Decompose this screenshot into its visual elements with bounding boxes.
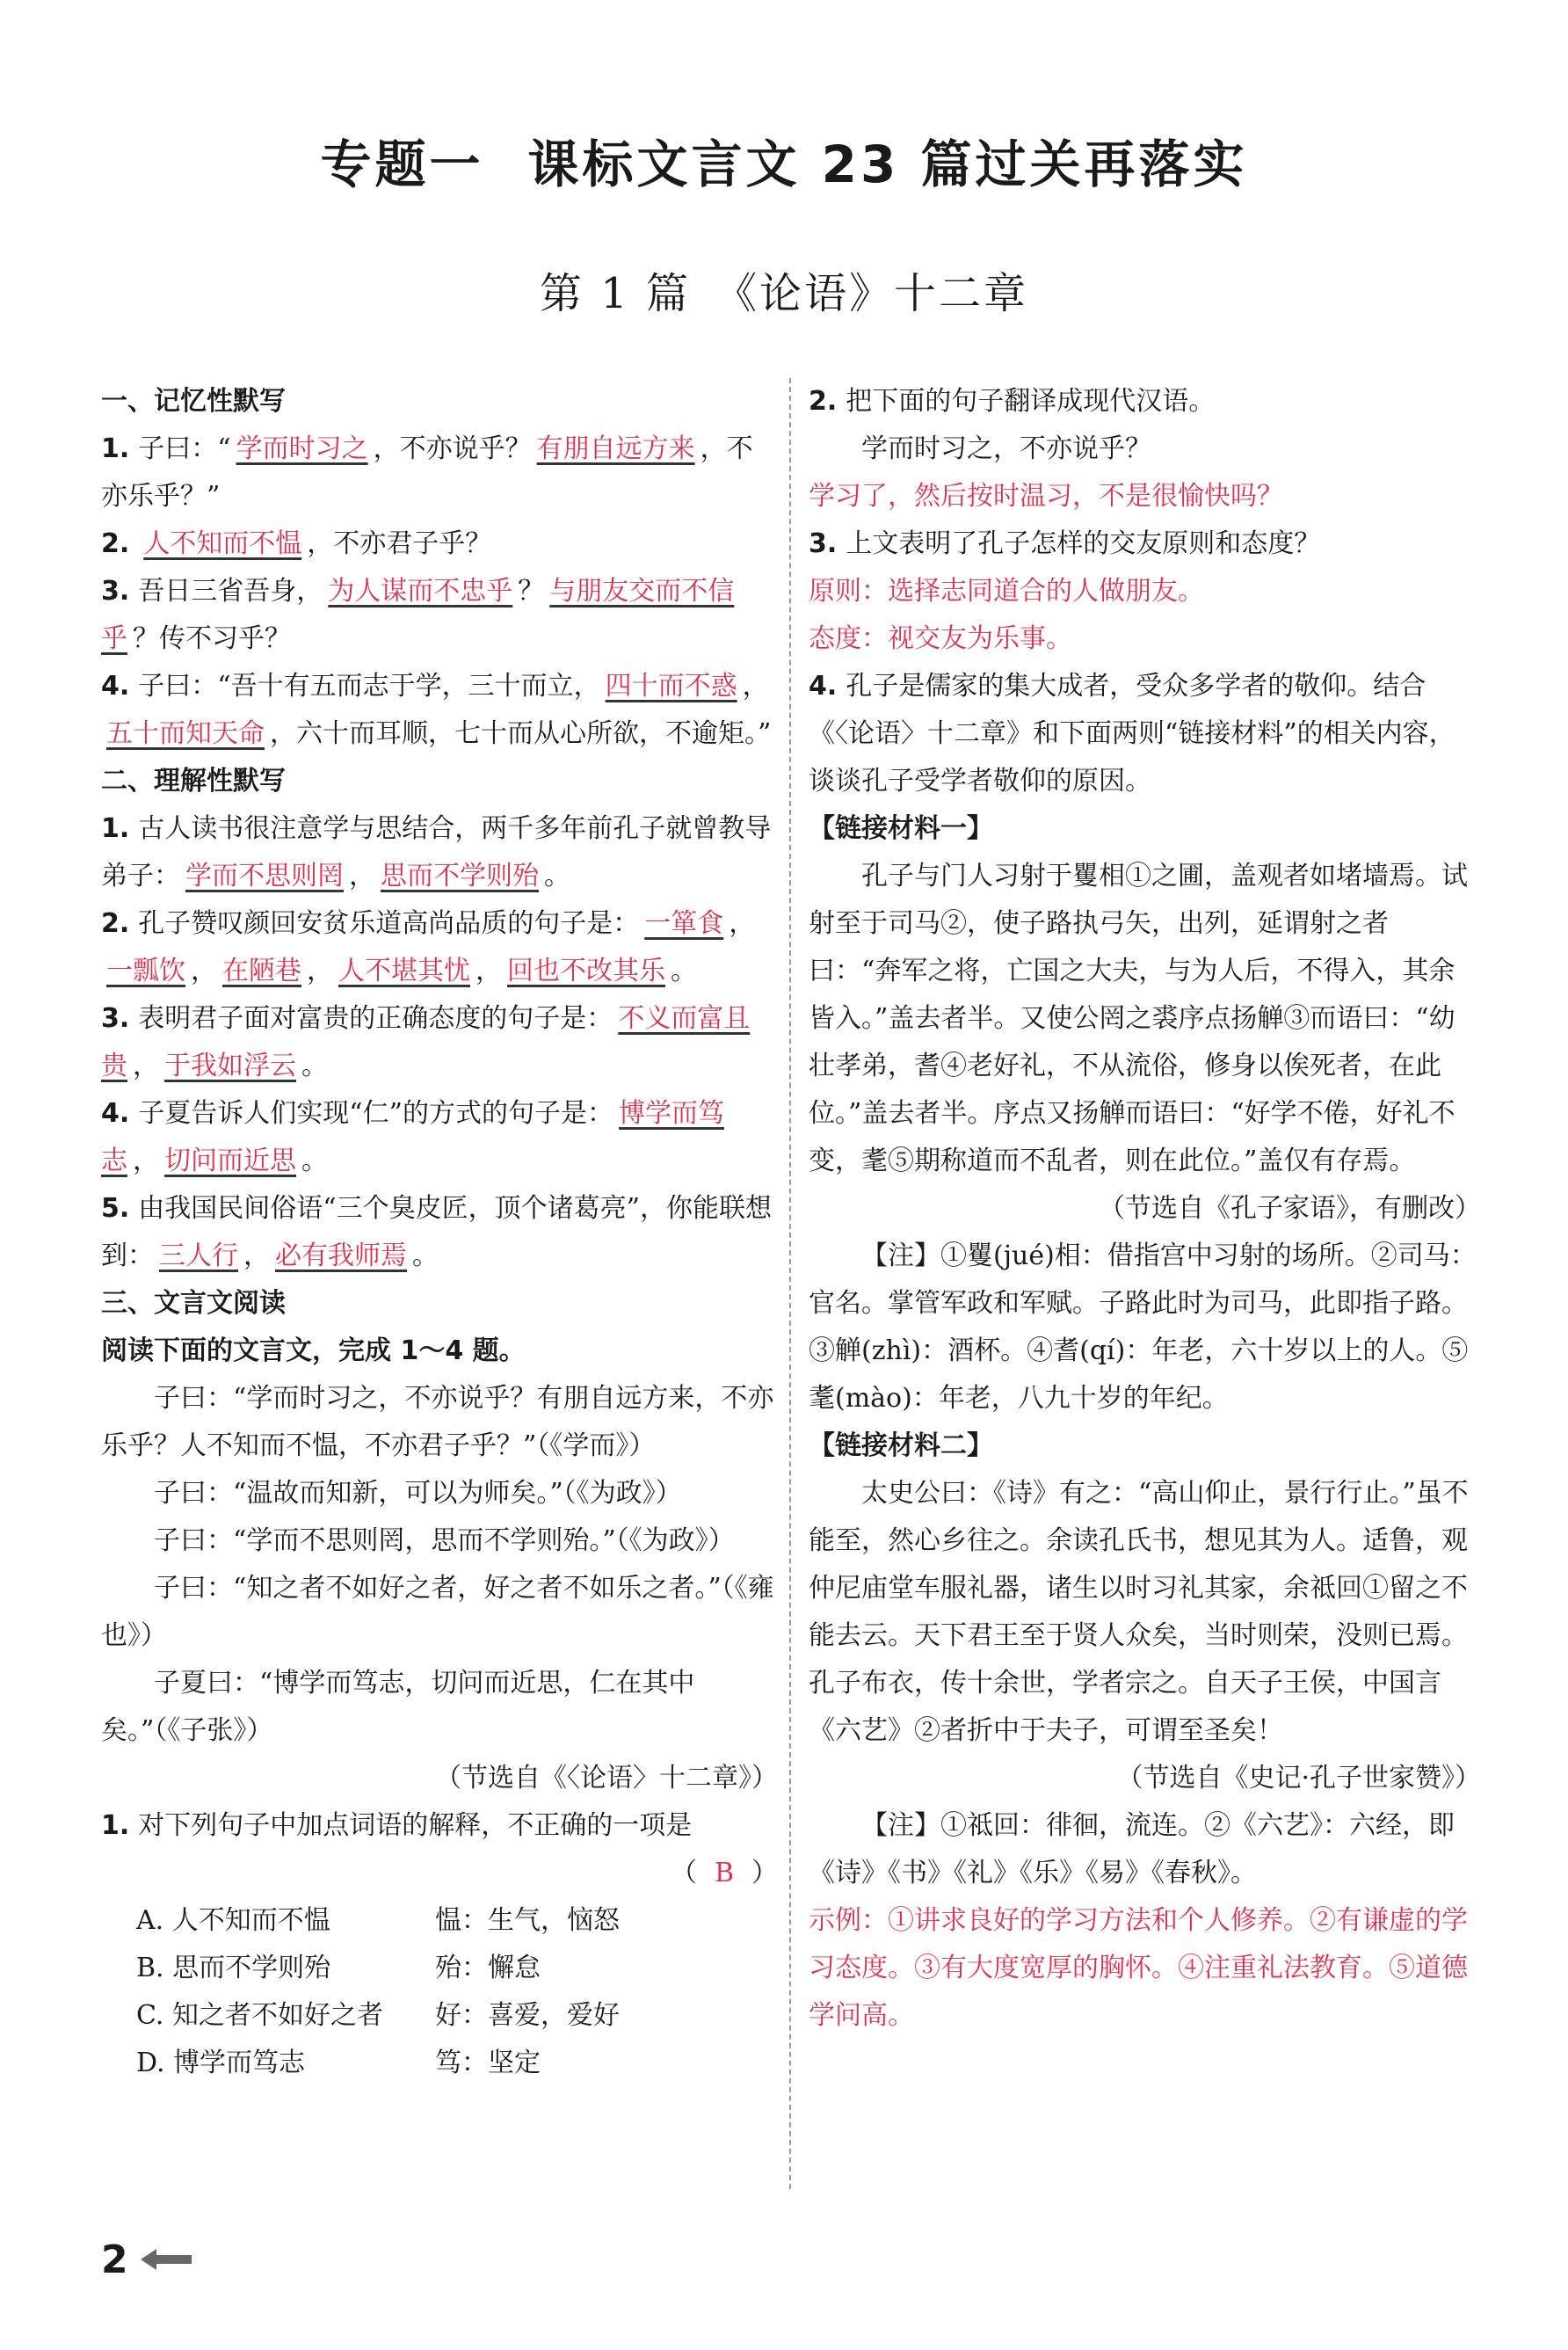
answer: 四十而不惑 bbox=[605, 671, 737, 702]
answer: 切问而近思 bbox=[164, 1146, 296, 1176]
question-9: 5. 由我国民间俗语“三个臭皮匠，顶个诸葛亮”，你能联想到： 三人行 ， 必有我师焉 。 bbox=[101, 1193, 772, 1271]
question-6: 2. 孔子赞叹颜回安贫乐道高尚品质的句子是： 一箪食 ，一瓢饮 ， 在陋巷 ， 人不堪其忧 ， 回也不改其乐 。 bbox=[101, 908, 756, 986]
answer: 必有我师焉 bbox=[275, 1240, 407, 1271]
question-7: 3. 表明君子面对富贵的正确态度的句子是： 不义而富且贵 ， 于我如浮云 。 bbox=[101, 1003, 751, 1081]
question-5: 1. 古人读书很注意学与思结合，两千多年前孔子就曾教导弟子： 学而不思则罔 ， 思而不学则殆 。 bbox=[101, 813, 772, 891]
material-source: （节选自《孔子家语》，有删改） bbox=[1099, 1193, 1481, 1224]
material-text: 孔子与门人习射于矍相①之圃，盖观者如堵墙焉。试射至于司马②，使子路执弓矢，出列，延谓射之者曰：“奔军之将，亡国之大夫，与为人后，不得入，其余皆入。”盖去者半。又使公罔之裘序点扬觯③而语曰：“幼壮孝弟，耆④老好礼，不从流俗，修身以俟死者，在此位。”盖去者半。序点又扬觯而语曰：“好学不倦，好礼不变，耄⑤期称道而不乱者，则在此位。”盖仅有存焉。 bbox=[809, 861, 1468, 1176]
source-sentence: 学而时习之，不亦说乎？ bbox=[861, 433, 1151, 464]
option-a: A. 人不知而不愠 愠：生气，恼怒 bbox=[136, 1905, 620, 1936]
answer: 人不知而不愠 bbox=[143, 528, 302, 559]
answer: 示例：①讲求良好的学习方法和个人修养。②有谦虚的学习态度。③有大度宽厚的胸怀。④注重礼法教育。⑤道德学问高。 bbox=[809, 1905, 1468, 2031]
section-heading: 三、文言文阅读 bbox=[101, 1288, 286, 1319]
answer-bracket: （ B ） bbox=[670, 1858, 778, 1888]
passage-paragraph: 子夏曰：“博学而笃志，切问而近思，仁在其中矣。”（《子张》） bbox=[101, 1668, 695, 1746]
answer: 态度：视交友为乐事。 bbox=[809, 623, 1072, 654]
column-divider bbox=[789, 378, 791, 2189]
material-heading: 【链接材料一】 bbox=[809, 813, 993, 844]
page-number: 2 bbox=[101, 2237, 128, 2282]
question-2-translate: 2. 把下面的句子翻译成现代汉语。 bbox=[809, 386, 1216, 417]
answer: 学而不思则罔 bbox=[185, 861, 344, 891]
question-8: 4. 子夏告诉人们实现“仁”的方式的句子是： 博学而笃志 ， 切问而近思 。 bbox=[101, 1098, 724, 1176]
left-column bbox=[101, 378, 778, 2087]
answer: 为人谋而不忠乎 bbox=[328, 576, 513, 607]
mc-answer: B bbox=[714, 1858, 734, 1888]
answer: 学而时习之 bbox=[236, 433, 368, 464]
option-d: D. 博学而笃志 笃：坚定 bbox=[136, 2048, 541, 2078]
question-3-friendship: 3. 上文表明了孔子怎样的交友原则和态度？ bbox=[809, 528, 1321, 559]
answer: 学习了，然后按时温习，不是很愉快吗？ bbox=[809, 481, 1283, 512]
material-note: 【注】①祗回：徘徊，流连。②《六艺》：六经，即《诗》《书》《礼》《乐》《易》《春秋》。 bbox=[809, 1810, 1455, 1888]
answer: 人不堪其忧 bbox=[338, 956, 470, 986]
passage-source: （节选自《〈论语〉十二章》） bbox=[435, 1763, 778, 1793]
answer: 一箪食 bbox=[644, 908, 724, 939]
mc-question: 1. 对下列句子中加点词语的解释，不正确的一项是 bbox=[101, 1810, 693, 1841]
section-heading: 一、记忆性默写 bbox=[101, 386, 286, 417]
answer: 一瓢饮 bbox=[106, 956, 185, 986]
answer: 思而不学则殆 bbox=[381, 861, 539, 891]
answer: 与朋友交而不信乎 bbox=[101, 576, 735, 654]
answer: 回也不改其乐 bbox=[507, 956, 665, 986]
question-2: 2. 人不知而不愠 ，不亦君子乎？ bbox=[101, 528, 492, 559]
option-b: B. 思而不学则殆 殆：懈怠 bbox=[136, 1953, 541, 1983]
page-title: 专题一 课标文言文 23 篇过关再落实 bbox=[320, 135, 1248, 194]
material-heading: 【链接材料二】 bbox=[809, 1430, 993, 1461]
material-note: 【注】①矍(jué)相：借指宫中习射的场所。②司马：官名。掌管军政和军赋。子路此时为司马，此即指子路。③觯(zhì)：酒杯。④耆(qí)：年老，六十岁以上的人。⑤耄(mào)：年老，八九十岁的年纪。 bbox=[809, 1240, 1477, 1414]
question-4-essay: 4. 孔子是儒家的集大成者，受众多学者的敬仰。结合《〈论语〉十二章》和下面两则“链接材料”的相关内容，谈谈孔子受学者敬仰的原因。 bbox=[809, 671, 1455, 797]
question-1: 1. 子曰：“ 学而时习之 ，不亦说乎？ 有朋自远方来 ，不亦乐乎？” bbox=[101, 433, 753, 512]
section-heading: 二、理解性默写 bbox=[101, 766, 286, 797]
answer: 博学而笃志 bbox=[101, 1098, 724, 1176]
answer: 五十而知天命 bbox=[106, 718, 265, 749]
question-3: 3. 吾日三省吾身， 为人谋而不忠乎 ？ 与朋友交而不信乎 ？传不习乎？ bbox=[101, 576, 735, 654]
instruction: 阅读下面的文言文，完成 1～4 题。 bbox=[101, 1335, 526, 1366]
answer: 不义而富且贵 bbox=[101, 1003, 751, 1081]
answer: 在陋巷 bbox=[222, 956, 301, 986]
answer: 于我如浮云 bbox=[164, 1051, 296, 1081]
passage-paragraph: 子曰：“学而不思则罔，思而不学则殆。”（《为政》） bbox=[154, 1525, 735, 1556]
right-column bbox=[809, 378, 1481, 2040]
material-text: 太史公曰：《诗》有之：“高山仰止，景行行止。”虽不能至，然心乡往之。余读孔氏书，想见其为人。适鲁，观仲尼庙堂车服礼器，诸生以时习礼其家，余祗回①留之不能去云。天下君王至于贤人众矣，当时则荣，没则已焉。孔子布衣，传十余世，学者宗之。自天子王侯，中国言《六艺》②者折中于夫子，可谓至圣矣！ bbox=[809, 1478, 1469, 1746]
arrow-left-icon bbox=[141, 2246, 193, 2273]
option-c: C. 知之者不如好之者 好：喜爱，爱好 bbox=[136, 2000, 620, 2031]
passage-paragraph: 子曰：“温故而知新，可以为师矣。”（《为政》） bbox=[154, 1478, 682, 1509]
passage-paragraph: 子曰：“学而时习之，不亦说乎？有朋自远方来，不亦乐乎？人不知而不愠，不亦君子乎？”（《学而》） bbox=[101, 1383, 774, 1461]
passage-paragraph: 子曰：“知之者不如好之者，好之者不如乐之者。”（《雍也》） bbox=[101, 1573, 774, 1651]
material-source: （节选自《史记·孔子世家赞》） bbox=[1116, 1763, 1481, 1793]
answer: 原则：选择志同道合的人做朋友。 bbox=[809, 576, 1204, 607]
lesson-title: 第 1 篇 《论语》十二章 bbox=[539, 269, 1029, 318]
question-4: 4. 子曰：“吾十有五而志于学，三十而立， 四十而不惑 ，五十而知天命 ，六十而耳顺，七十而从心所欲，不逾矩。” bbox=[101, 671, 772, 749]
answer: 三人行 bbox=[159, 1240, 238, 1271]
answer: 有朋自远方来 bbox=[536, 433, 695, 464]
